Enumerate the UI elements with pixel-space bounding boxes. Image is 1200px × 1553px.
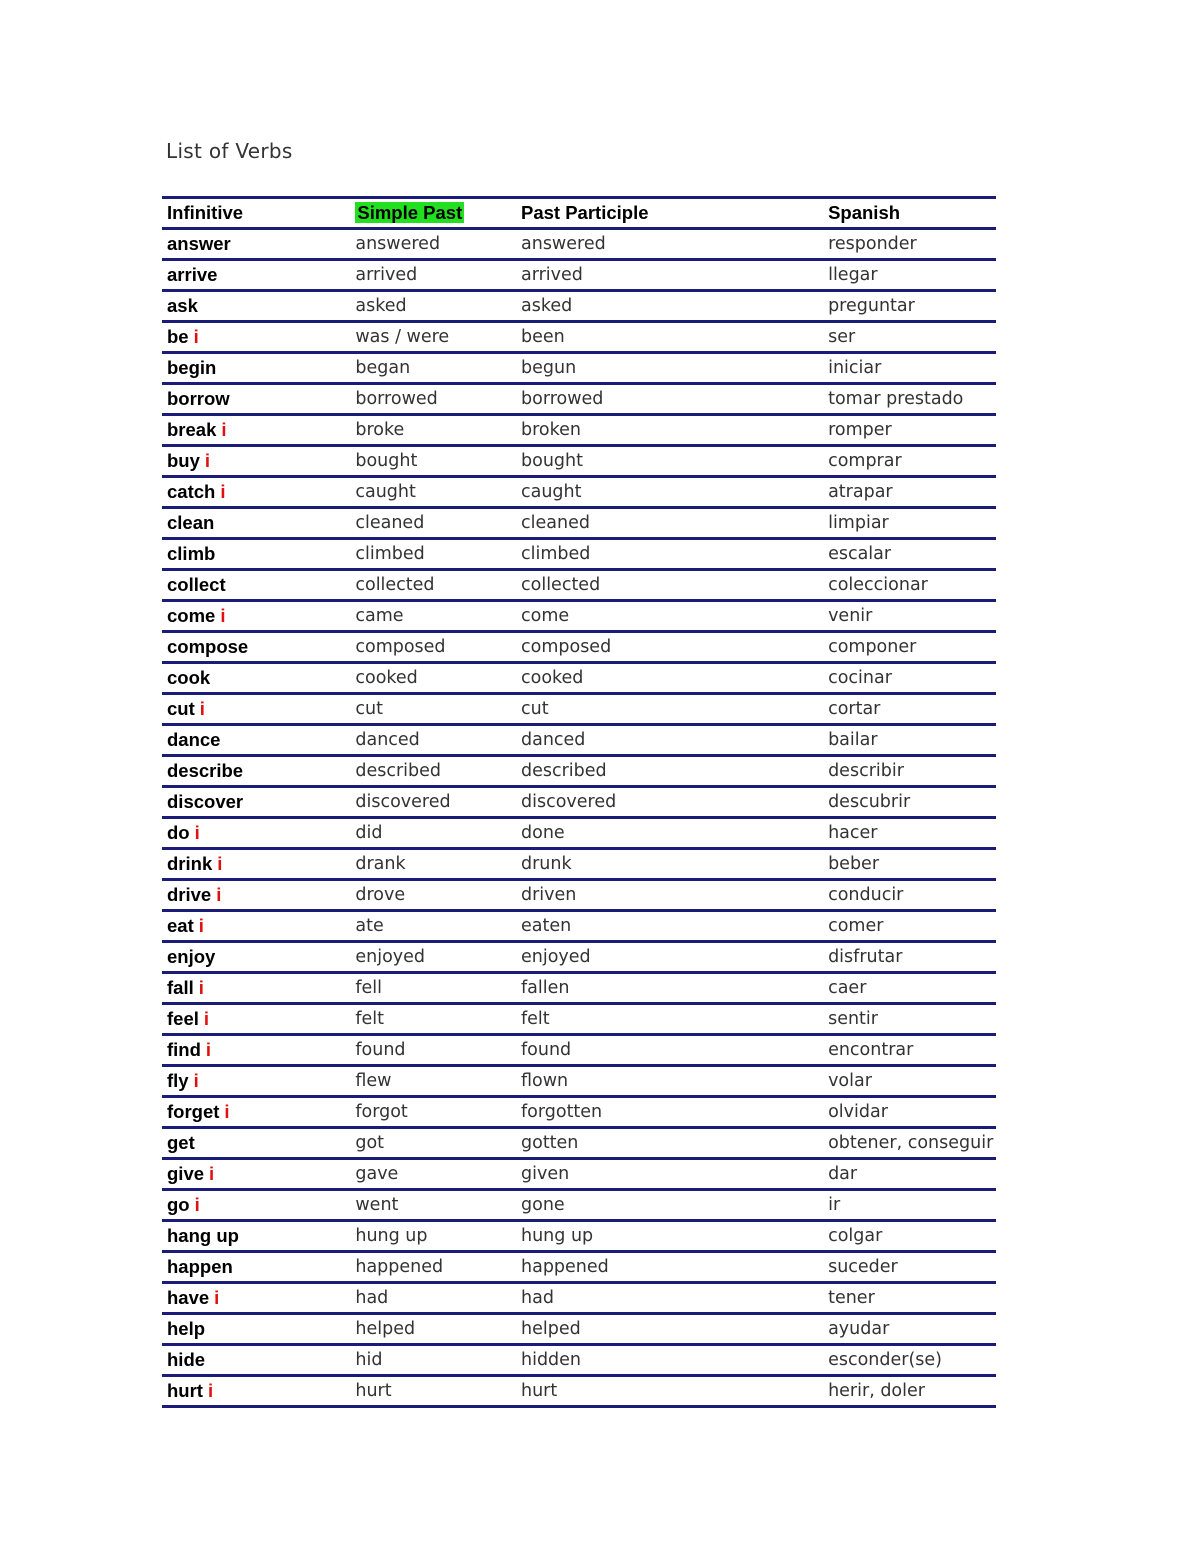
irregular-marker: i [205, 1039, 212, 1060]
table-row [162, 322, 996, 353]
infinitive-text: answer [167, 233, 231, 254]
table-row [162, 508, 996, 539]
cell-infinitive [162, 539, 350, 570]
cell-simple-past: answered [350, 229, 516, 260]
cell-spanish: tomar prestado [823, 384, 996, 415]
infinitive-text: do [167, 822, 190, 843]
cell-spanish: conducir [823, 880, 996, 911]
cell-simple-past: cleaned [350, 508, 516, 539]
infinitive-text: collect [167, 574, 226, 595]
table-row [162, 291, 996, 322]
table-row [162, 756, 996, 787]
cell-past-participle: arrived [516, 260, 823, 291]
cell-past-participle: come [516, 601, 823, 632]
cell-simple-past: went [350, 1190, 516, 1221]
infinitive-text: give [167, 1163, 205, 1184]
cell-spanish: venir [823, 601, 996, 632]
cell-spanish: comer [823, 911, 996, 942]
cell-spanish: limpiar [823, 508, 996, 539]
cell-past-participle: fallen [516, 973, 823, 1004]
infinitive-text: happen [167, 1256, 233, 1277]
table-row [162, 1097, 996, 1128]
cell-simple-past: enjoyed [350, 942, 516, 973]
header-simple-past-label: Simple Past [357, 202, 463, 223]
table-row [162, 1004, 996, 1035]
cell-past-participle: cleaned [516, 508, 823, 539]
cell-simple-past: began [350, 353, 516, 384]
cell-simple-past: climbed [350, 539, 516, 570]
cell-infinitive [162, 1159, 350, 1190]
table-row [162, 818, 996, 849]
cell-simple-past: described [350, 756, 516, 787]
cell-spanish: preguntar [823, 291, 996, 322]
infinitive-text: feel [167, 1008, 199, 1029]
cell-spanish: componer [823, 632, 996, 663]
cell-simple-past: had [350, 1283, 516, 1314]
irregular-marker: i [194, 822, 200, 843]
cell-infinitive [162, 477, 350, 508]
cell-simple-past: found [350, 1035, 516, 1066]
table-row [162, 694, 996, 725]
cell-spanish: ir [823, 1190, 996, 1221]
infinitive-text: be [167, 326, 189, 347]
irregular-marker: i [221, 419, 227, 440]
infinitive-text: cook [167, 667, 211, 688]
table-header-row [162, 198, 996, 229]
header-past-participle-label: Past Participle [521, 202, 649, 223]
infinitive-text: compose [167, 636, 249, 657]
cell-spanish: esconder(se) [823, 1345, 996, 1376]
table-row [162, 787, 996, 818]
cell-past-participle: eaten [516, 911, 823, 942]
infinitive-text: eat [167, 915, 194, 936]
cell-spanish: dar [823, 1159, 996, 1190]
cell-infinitive [162, 632, 350, 663]
cell-simple-past: forgot [350, 1097, 516, 1128]
irregular-marker: i [217, 853, 223, 874]
cell-infinitive [162, 1314, 350, 1345]
cell-infinitive [162, 756, 350, 787]
infinitive-text: arrive [167, 264, 218, 285]
cell-spanish: describir [823, 756, 996, 787]
cell-infinitive [162, 1004, 350, 1035]
infinitive-text: clean [167, 512, 215, 533]
cell-past-participle: cooked [516, 663, 823, 694]
cell-spanish: hacer [823, 818, 996, 849]
cell-simple-past: discovered [350, 787, 516, 818]
irregular-marker: i [193, 1070, 199, 1091]
cell-past-participle: discovered [516, 787, 823, 818]
cell-simple-past: bought [350, 446, 516, 477]
cell-spanish: iniciar [823, 353, 996, 384]
infinitive-text: go [167, 1194, 190, 1215]
cell-past-participle: helped [516, 1314, 823, 1345]
infinitive-text: help [167, 1318, 206, 1339]
cell-spanish: cortar [823, 694, 996, 725]
cell-simple-past: hung up [350, 1221, 516, 1252]
infinitive-text: hide [167, 1349, 206, 1370]
cell-infinitive [162, 1345, 350, 1376]
infinitive-text: climb [167, 543, 216, 564]
cell-infinitive [162, 415, 350, 446]
irregular-marker: i [224, 1101, 230, 1122]
irregular-marker: i [209, 1163, 215, 1184]
cell-past-participle: gotten [516, 1128, 823, 1159]
cell-simple-past: got [350, 1128, 516, 1159]
cell-infinitive [162, 1128, 350, 1159]
infinitive-text: find [167, 1039, 201, 1060]
table-row [162, 911, 996, 942]
cell-spanish: ser [823, 322, 996, 353]
cell-past-participle: broken [516, 415, 823, 446]
irregular-marker: i [198, 977, 204, 998]
cell-infinitive [162, 353, 350, 384]
table-row [162, 229, 996, 260]
cell-spanish: colgar [823, 1221, 996, 1252]
table-row [162, 942, 996, 973]
cell-past-participle: collected [516, 570, 823, 601]
cell-simple-past: flew [350, 1066, 516, 1097]
cell-spanish: atrapar [823, 477, 996, 508]
cell-simple-past: asked [350, 291, 516, 322]
cell-spanish: responder [823, 229, 996, 260]
cell-past-participle: felt [516, 1004, 823, 1035]
infinitive-text: hurt [167, 1380, 203, 1401]
cell-infinitive [162, 694, 350, 725]
cell-infinitive [162, 291, 350, 322]
infinitive-text: drink [167, 853, 213, 874]
irregular-marker: i [193, 326, 199, 347]
cell-infinitive [162, 942, 350, 973]
table-row [162, 1035, 996, 1066]
cell-spanish: romper [823, 415, 996, 446]
cell-infinitive [162, 1252, 350, 1283]
cell-infinitive [162, 1066, 350, 1097]
cell-past-participle: described [516, 756, 823, 787]
cell-infinitive [162, 1283, 350, 1314]
cell-spanish: bailar [823, 725, 996, 756]
header-past-participle [516, 198, 823, 229]
cell-infinitive [162, 849, 350, 880]
cell-past-participle: drunk [516, 849, 823, 880]
cell-spanish: volar [823, 1066, 996, 1097]
cell-simple-past: happened [350, 1252, 516, 1283]
infinitive-text: forget [167, 1101, 220, 1122]
cell-spanish: caer [823, 973, 996, 1004]
cell-spanish: escalar [823, 539, 996, 570]
cell-infinitive [162, 570, 350, 601]
cell-infinitive [162, 973, 350, 1004]
cell-simple-past: helped [350, 1314, 516, 1345]
cell-simple-past: was / were [350, 322, 516, 353]
table-row [162, 570, 996, 601]
infinitive-text: enjoy [167, 946, 216, 967]
table-row [162, 1345, 996, 1376]
cell-infinitive [162, 384, 350, 415]
cell-simple-past: did [350, 818, 516, 849]
header-simple-past [350, 198, 516, 229]
cell-past-participle: begun [516, 353, 823, 384]
irregular-marker: i [194, 1194, 200, 1215]
infinitive-text: dance [167, 729, 221, 750]
cell-infinitive [162, 322, 350, 353]
cell-simple-past: arrived [350, 260, 516, 291]
cell-infinitive [162, 446, 350, 477]
cell-past-participle: had [516, 1283, 823, 1314]
cell-infinitive [162, 725, 350, 756]
header-infinitive-label: Infinitive [167, 202, 244, 223]
infinitive-text: discover [167, 791, 244, 812]
cell-infinitive [162, 1221, 350, 1252]
infinitive-text: get [167, 1132, 195, 1153]
infinitive-text: fall [167, 977, 194, 998]
cell-infinitive [162, 1190, 350, 1221]
irregular-marker: i [216, 884, 222, 905]
cell-past-participle: given [516, 1159, 823, 1190]
cell-spanish: descubrir [823, 787, 996, 818]
cell-spanish: llegar [823, 260, 996, 291]
cell-infinitive [162, 911, 350, 942]
infinitive-text: catch [167, 481, 216, 502]
table-row [162, 725, 996, 756]
table-row [162, 880, 996, 911]
cell-spanish: suceder [823, 1252, 996, 1283]
page-title: List of Verbs [166, 139, 293, 163]
cell-simple-past: collected [350, 570, 516, 601]
cell-spanish: tener [823, 1283, 996, 1314]
cell-past-participle: happened [516, 1252, 823, 1283]
cell-simple-past: drove [350, 880, 516, 911]
infinitive-text: have [167, 1287, 210, 1308]
cell-infinitive [162, 260, 350, 291]
cell-simple-past: ate [350, 911, 516, 942]
verb-rows [162, 229, 996, 1407]
cell-simple-past: fell [350, 973, 516, 1004]
cell-spanish: sentir [823, 1004, 996, 1035]
cell-past-participle: hidden [516, 1345, 823, 1376]
irregular-marker: i [204, 450, 211, 471]
cell-infinitive [162, 880, 350, 911]
infinitive-text: cut [167, 698, 195, 719]
cell-spanish: obtener, conseguir [823, 1128, 996, 1159]
cell-simple-past: caught [350, 477, 516, 508]
cell-infinitive [162, 787, 350, 818]
irregular-marker: i [203, 1008, 210, 1029]
cell-past-participle: enjoyed [516, 942, 823, 973]
table-row [162, 1221, 996, 1252]
infinitive-text: begin [167, 357, 217, 378]
cell-past-participle: cut [516, 694, 823, 725]
irregular-marker: i [198, 915, 204, 936]
table-row [162, 384, 996, 415]
cell-simple-past: hid [350, 1345, 516, 1376]
table-row [162, 539, 996, 570]
cell-past-participle: caught [516, 477, 823, 508]
cell-simple-past: gave [350, 1159, 516, 1190]
cell-past-participle: composed [516, 632, 823, 663]
verb-table [162, 196, 996, 1408]
cell-past-participle: asked [516, 291, 823, 322]
table-row [162, 1314, 996, 1345]
cell-infinitive [162, 1035, 350, 1066]
infinitive-text: come [167, 605, 216, 626]
cell-spanish: beber [823, 849, 996, 880]
infinitive-text: break [167, 419, 217, 440]
table-row [162, 632, 996, 663]
infinitive-text: borrow [167, 388, 230, 409]
table-row [162, 1128, 996, 1159]
irregular-marker: i [199, 698, 205, 719]
table-row [162, 446, 996, 477]
cell-simple-past: cut [350, 694, 516, 725]
cell-infinitive [162, 601, 350, 632]
cell-past-participle: driven [516, 880, 823, 911]
cell-past-participle: answered [516, 229, 823, 260]
cell-infinitive [162, 663, 350, 694]
cell-past-participle: flown [516, 1066, 823, 1097]
table-row [162, 1190, 996, 1221]
table-row [162, 1159, 996, 1190]
cell-infinitive [162, 508, 350, 539]
table-row [162, 477, 996, 508]
infinitive-text: hang up [167, 1225, 239, 1246]
irregular-marker: i [220, 481, 226, 502]
cell-infinitive [162, 229, 350, 260]
header-infinitive [162, 198, 350, 229]
table-row [162, 1252, 996, 1283]
cell-spanish: olvidar [823, 1097, 996, 1128]
cell-past-participle: done [516, 818, 823, 849]
cell-spanish: encontrar [823, 1035, 996, 1066]
cell-spanish: coleccionar [823, 570, 996, 601]
infinitive-text: drive [167, 884, 212, 905]
cell-past-participle: hung up [516, 1221, 823, 1252]
cell-past-participle: gone [516, 1190, 823, 1221]
infinitive-text: ask [167, 295, 198, 316]
cell-past-participle: been [516, 322, 823, 353]
table-row [162, 1376, 996, 1407]
irregular-marker: i [214, 1287, 220, 1308]
cell-spanish: herir, doler [823, 1376, 996, 1407]
cell-simple-past: drank [350, 849, 516, 880]
infinitive-text: buy [167, 450, 200, 471]
cell-simple-past: composed [350, 632, 516, 663]
table-row [162, 1283, 996, 1314]
header-spanish-label: Spanish [828, 202, 901, 223]
table-row [162, 849, 996, 880]
table-row [162, 663, 996, 694]
cell-simple-past: broke [350, 415, 516, 446]
table-row [162, 260, 996, 291]
table-row [162, 1066, 996, 1097]
table-row [162, 415, 996, 446]
cell-infinitive [162, 818, 350, 849]
infinitive-text: fly [167, 1070, 189, 1091]
table-row [162, 973, 996, 1004]
cell-spanish: comprar [823, 446, 996, 477]
cell-past-participle: bought [516, 446, 823, 477]
cell-spanish: ayudar [823, 1314, 996, 1345]
cell-infinitive [162, 1376, 350, 1407]
cell-infinitive [162, 1097, 350, 1128]
cell-simple-past: cooked [350, 663, 516, 694]
cell-simple-past: borrowed [350, 384, 516, 415]
table-row [162, 601, 996, 632]
header-spanish [823, 198, 996, 229]
cell-simple-past: danced [350, 725, 516, 756]
cell-past-participle: climbed [516, 539, 823, 570]
cell-spanish: disfrutar [823, 942, 996, 973]
cell-simple-past: hurt [350, 1376, 516, 1407]
cell-past-participle: hurt [516, 1376, 823, 1407]
cell-past-participle: forgotten [516, 1097, 823, 1128]
cell-past-participle: borrowed [516, 384, 823, 415]
table-row [162, 353, 996, 384]
cell-simple-past: felt [350, 1004, 516, 1035]
irregular-marker: i [220, 605, 226, 626]
cell-spanish: cocinar [823, 663, 996, 694]
infinitive-text: describe [167, 760, 244, 781]
cell-past-participle: danced [516, 725, 823, 756]
cell-past-participle: found [516, 1035, 823, 1066]
irregular-marker: i [207, 1380, 214, 1401]
cell-simple-past: came [350, 601, 516, 632]
